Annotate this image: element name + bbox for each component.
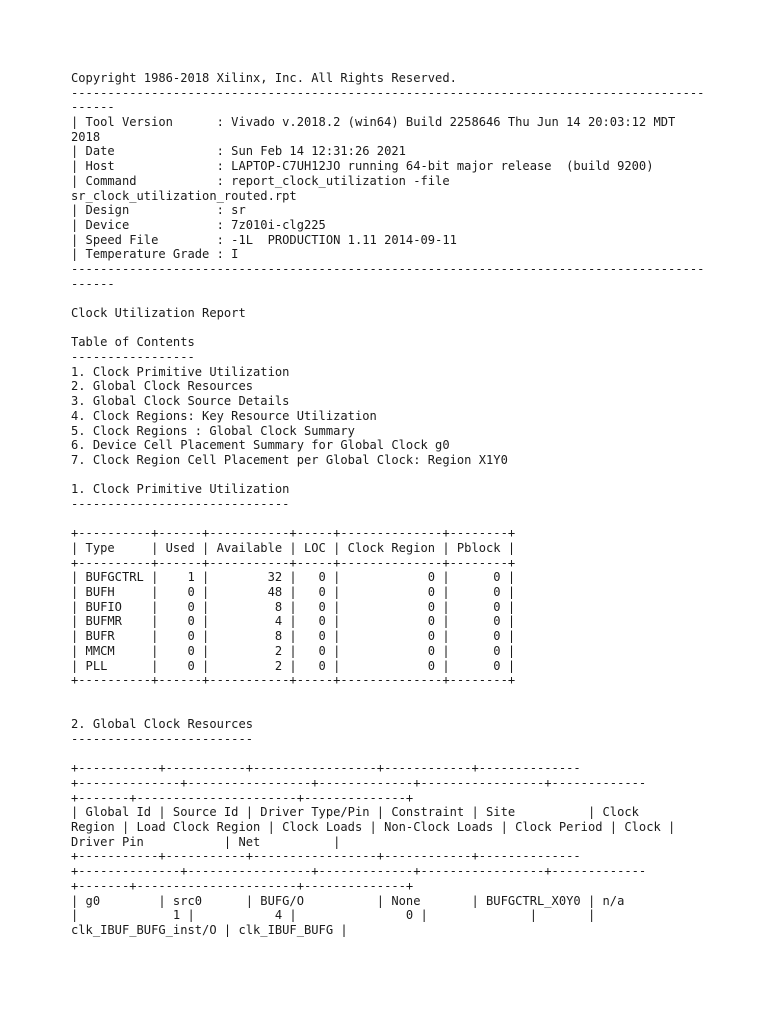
report-line (71, 747, 704, 762)
report-line: | BUFH | 0 | 48 | 0 | 0 | 0 | (71, 585, 516, 600)
report-line: | BUFGCTRL | 1 | 32 | 0 | 0 | 0 | (71, 570, 516, 585)
report-line: 1. Clock Primitive Utilization (71, 482, 290, 497)
report-line (71, 703, 704, 718)
report-line: | BUFR | 0 | 8 | 0 | 0 | 0 | (71, 629, 516, 644)
report-line: +--------------+-----------------+-------------+-----------------+------------- (71, 776, 647, 790)
report-line: 6. Device Cell Placement Summary for Global Clock g0 (71, 438, 450, 453)
report-line: 1. Clock Primitive Utilization (71, 364, 290, 379)
report-line: ------------------------------ (71, 496, 290, 511)
report-line: | Design : sr (71, 203, 246, 218)
clock-utilization-report (71, 71, 704, 938)
report-line: | Global Id | Source Id | Driver Type/Pin | Constraint | Site | Clock (71, 805, 639, 820)
report-line: 7. Clock Region Cell Placement per Global Clock: Region X1Y0 (71, 452, 508, 467)
report-line: Region | Load Clock Region | Clock Loads | Non-Clock Loads | Clock Period | Clock | (71, 820, 676, 835)
report-line: +----------+------+-----------+-----+--------------+--------+ (71, 555, 516, 570)
report-line: 5. Clock Regions : Global Clock Summary (71, 423, 355, 438)
report-line: Copyright 1986-2018 Xilinx, Inc. All Rights Reserved. (71, 71, 457, 85)
report-line: | 1 | 4 | 0 | | | (71, 908, 596, 923)
report-line: +-----------+-----------+-----------------+------------+-------------- (71, 849, 581, 864)
report-line: +-----------+-----------+-----------------+------------+-------------- (71, 761, 581, 776)
report-line: --------------------------------------------------------------------------------------- (71, 85, 705, 100)
report-line (71, 512, 704, 527)
report-line: sr_clock_utilization_routed.rpt (71, 188, 297, 203)
report-line: +--------------+-----------------+-------------+-----------------+------------- (71, 864, 647, 879)
report-line: | Type | Used | Available | LOC | Clock Region | Pblock | (71, 541, 516, 555)
report-line (71, 468, 704, 483)
report-line (71, 291, 704, 306)
report-line: ------ (71, 276, 115, 291)
report-line: Driver Pin | Net | (71, 834, 341, 849)
report-line: ----------------- (71, 350, 195, 365)
report-line: --------------------------------------------------------------------------------------- (71, 261, 705, 276)
report-line: Table of Contents (71, 335, 195, 350)
report-line: | Speed File : -1L PRODUCTION 1.11 2014-09-11 (71, 232, 457, 247)
report-line: 2018 (71, 129, 101, 144)
report-line: +----------+------+-----------+-----+--------------+--------+ (71, 673, 516, 688)
report-line: 2. Global Clock Resources (71, 717, 254, 732)
report-line: | Device : 7z010i-clg225 (71, 217, 326, 232)
report-line: 2. Global Clock Resources (71, 379, 254, 394)
report-line: | BUFMR | 0 | 4 | 0 | 0 | 0 | (71, 614, 516, 629)
report-line: | Command : report_clock_utilization -file (71, 173, 450, 188)
report-line: | BUFIO | 0 | 8 | 0 | 0 | 0 | (71, 599, 516, 614)
report-line: +-------+----------------------+--------------+ (71, 790, 414, 805)
report-line: Clock Utilization Report (71, 306, 246, 320)
report-line: 3. Global Clock Source Details (71, 394, 290, 409)
report-line: ------------------------- (71, 731, 254, 746)
report-line: ------ (71, 100, 115, 115)
report-line: | Date : Sun Feb 14 12:31:26 2021 (71, 144, 406, 159)
report-line: | Tool Version : Vivado v.2018.2 (win64) Build 2258646 Thu Jun 14 20:03:12 MDT (71, 115, 676, 130)
report-line: | PLL | 0 | 2 | 0 | 0 | 0 | (71, 658, 516, 673)
report-line: +----------+------+-----------+-----+--------------+--------+ (71, 526, 516, 541)
report-line: 4. Clock Regions: Key Resource Utilization (71, 408, 377, 423)
report-line: | Temperature Grade : I (71, 247, 239, 262)
report-line: +-------+----------------------+--------------+ (71, 878, 414, 893)
report-line: | MMCM | 0 | 2 | 0 | 0 | 0 | (71, 643, 516, 658)
report-line: clk_IBUF_BUFG_inst/O | clk_IBUF_BUFG | (71, 922, 348, 937)
report-line: | g0 | src0 | BUFG/O | None | BUFGCTRL_X0Y0 | n/a (71, 893, 625, 908)
report-line: | Host : LAPTOP-C7UH12JO running 64-bit major release (build 9200) (71, 159, 654, 174)
report-line (71, 321, 704, 336)
report-line (71, 688, 704, 703)
